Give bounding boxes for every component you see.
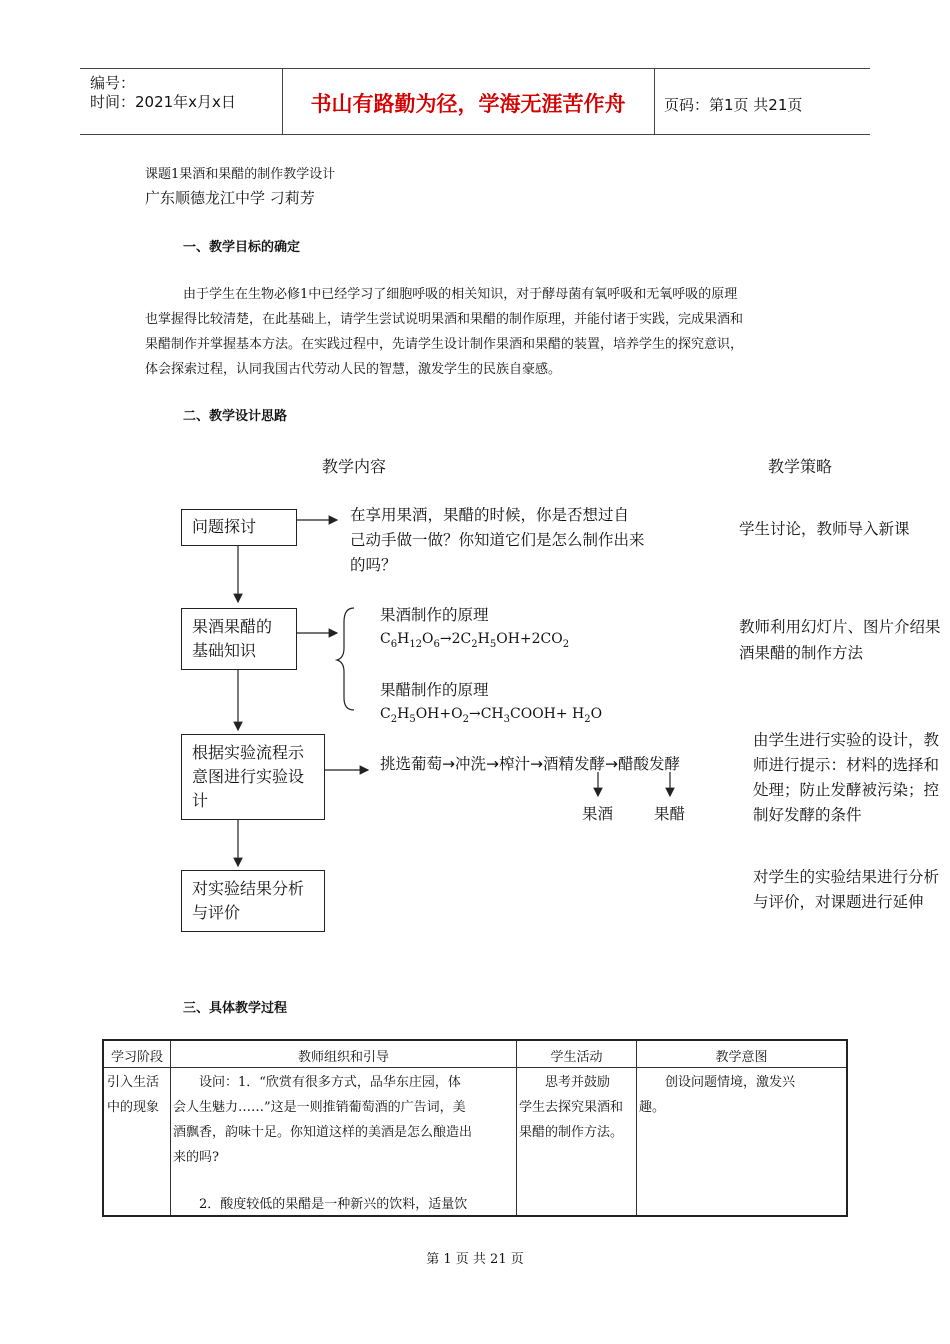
flow-strategy-3: 处理；防止发酵被污染；控 <box>753 781 940 799</box>
flow-box-basics-line: 基础知识 <box>192 641 257 660</box>
flow-col-content: 教学内容 <box>322 457 387 476</box>
flow-box-design-line: 根据实验流程示 <box>192 743 305 762</box>
flow-col-strategy: 教学策略 <box>768 457 833 476</box>
section2-heading: 二、教学设计思路 <box>183 409 288 424</box>
table-header: 学习阶段 <box>110 1050 163 1065</box>
flow-strategy-2: 教师利用幻灯片、图片介绍果 <box>739 618 941 636</box>
flow-box-basics <box>181 608 297 670</box>
flow-strategy-3: 师进行提示：材料的选择和 <box>753 756 940 774</box>
table-cell-stage: 引入生活 中的现象 <box>107 1075 160 1115</box>
table-header: 教学意图 <box>715 1050 768 1065</box>
doc-title: 课题1果酒和果醋的制作教学设计 <box>145 167 336 182</box>
flow-output-vinegar: 果醋 <box>654 805 686 823</box>
flow-box-problem <box>181 509 297 546</box>
table-header-divider <box>104 1067 846 1068</box>
table-cell-intent: 创设问题情境，激发兴 趣。 <box>639 1075 796 1115</box>
flow-output-wine: 果酒 <box>582 805 614 823</box>
flow-box-design-line: 计 <box>192 791 209 810</box>
flow-wine-formula: $C_6H_{12}O_6\to 2C_2H_5OH+2CO_2$ <box>380 631 570 650</box>
flow-problem-text: 的吗？ <box>350 556 397 574</box>
flow-box-basics-line: 果酒果醋的 <box>192 617 273 636</box>
flow-process: 挑选葡萄→冲洗→榨汁→酒精发酵→醋酸发酵 <box>380 755 680 773</box>
flow-strategy-4: 与评价，对课题进行延伸 <box>753 893 924 911</box>
flow-vinegar-formula: $C_2H_5OH+O_2\to CH_3COOH+ H_2O$ <box>380 706 603 725</box>
section3-heading: 三、具体教学过程 <box>183 1001 288 1016</box>
header-page-info: 页码：第1页 共21页 <box>664 96 803 114</box>
flow-box-design <box>181 734 325 820</box>
table-cell-teacher: 设问：1．“欣赏有很多方式，品华东庄园，体 会人生魅力……”这是一则推销葡萄酒的广告词，美 酒飘香，韵味十足。你知道这样的美酒是怎么酿造出 来的吗? 2．酸度较低的果醋是一种新兴的饮料，适量饮 <box>173 1075 473 1212</box>
header-number: 编号： <box>90 74 136 92</box>
table-header: 学生活动 <box>550 1050 603 1065</box>
flow-strategy-3: 制好发酵的条件 <box>753 806 862 824</box>
section1-line: 果醋制作并掌握基本方法。在实践过程中，先请学生设计制作果酒和果醋的装置，培养学生的探究意识， <box>145 337 744 352</box>
table-header: 教师组织和引导 <box>297 1050 389 1065</box>
footer-page-number: 第 1 页 共 21 页 <box>426 1252 524 1267</box>
section1-line: 也掌握得比较清楚，在此基础上，请学生尝试说明果酒和果醋的制作原理，并能付诸于实践，完成果酒和 <box>145 312 744 327</box>
section1-line: 由于学生在生物必修1中已经学习了细胞呼吸的相关知识，对于酵母菌有氧呼吸和无氧呼吸的原理 <box>183 287 738 302</box>
flow-box-analysis-line: 与评价 <box>192 903 241 922</box>
flow-strategy-3: 由学生进行实验的设计，教 <box>753 731 940 749</box>
flow-wine-principle: 果酒制作的原理 <box>380 606 489 624</box>
flow-strategy-4: 对学生的实验结果进行分析 <box>753 868 940 886</box>
flow-vinegar-principle: 果醋制作的原理 <box>380 681 489 699</box>
flow-box-problem-label: 问题探讨 <box>192 517 257 536</box>
flow-box-analysis <box>181 870 325 932</box>
flow-strategy-2: 酒果醋的制作方法 <box>739 644 864 662</box>
section1-line: 体会探索过程，认同我国古代劳动人民的智慧，激发学生的民族自豪感。 <box>145 362 562 377</box>
header-motto: 书山有路勤为径，学海无涯苦作舟 <box>310 91 626 116</box>
flow-strategy-1: 学生讨论，教师导入新课 <box>739 520 910 538</box>
teaching-process-table <box>102 1039 848 1217</box>
flow-box-analysis-line: 对实验结果分析 <box>192 879 305 898</box>
table-cell-student: 思考并鼓励 学生去探究果酒和 果醋的制作方法。 <box>519 1075 624 1140</box>
flow-box-design-line: 意图进行实验设 <box>192 767 305 786</box>
flow-problem-text: 己动手做一做？你知道它们是怎么制作出来 <box>350 531 645 549</box>
flow-problem-text: 在享用果酒，果醋的时候，你是否想过自 <box>350 506 630 524</box>
doc-author: 广东顺德龙江中学 刁莉芳 <box>145 189 315 207</box>
section1-heading: 一、教学目标的确定 <box>183 240 301 255</box>
header-time: 时间：2021年x月x日 <box>90 93 236 111</box>
